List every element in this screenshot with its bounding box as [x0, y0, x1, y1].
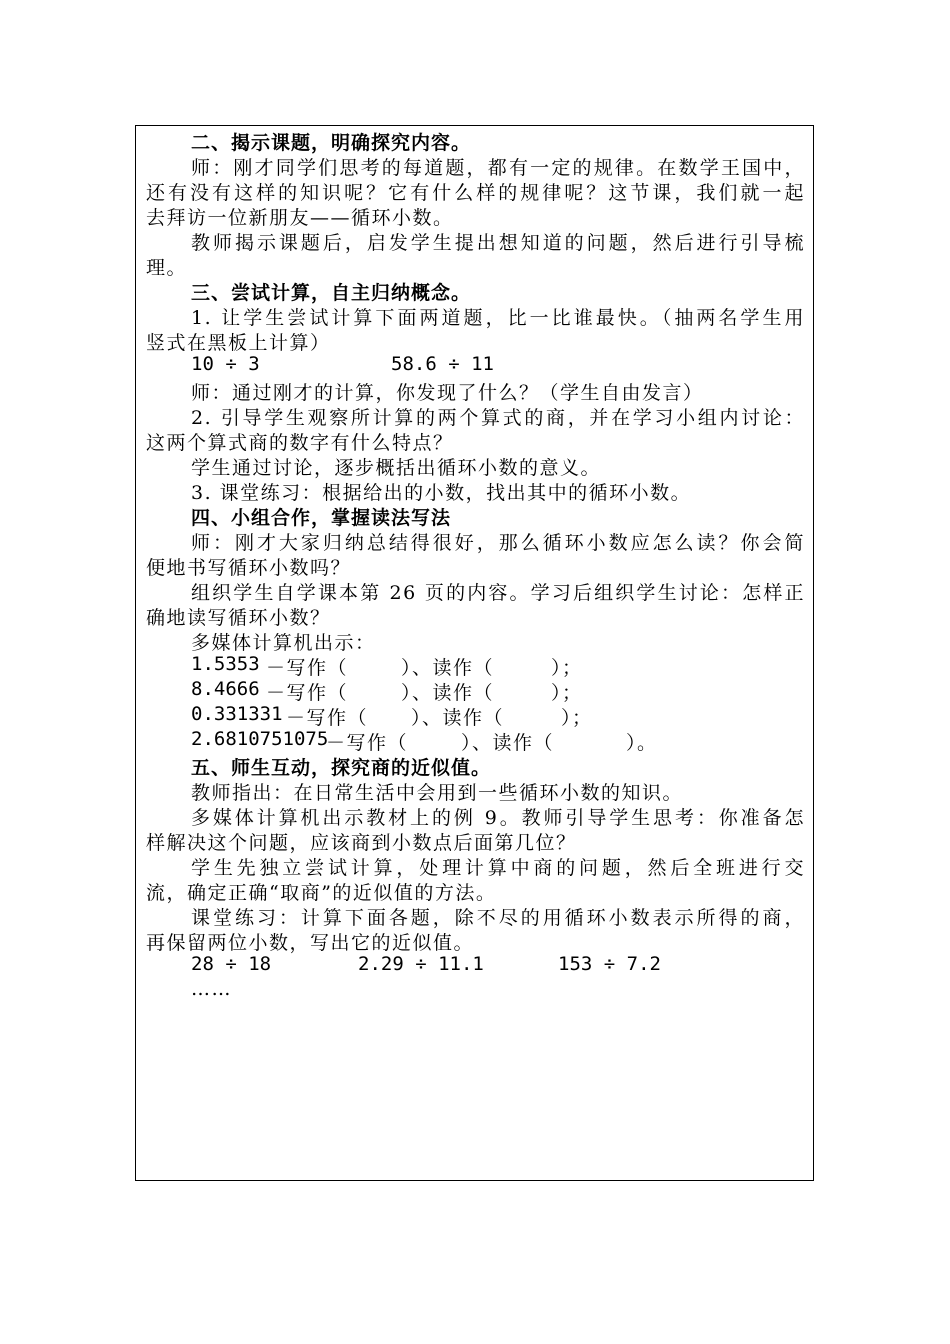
paragraph-line: 学生先独立尝试计算，处理计算中商的问题，然后全班进行交: [191, 857, 805, 879]
exercise-write: －写作（: [286, 707, 369, 729]
exercise-write: －写作（: [266, 682, 349, 704]
ellipsis: ……: [191, 978, 232, 1000]
paragraph-line: 教师揭示课题后，启发学生提出想知道的问题，然后进行引导梳: [191, 232, 805, 254]
exercise-end: ）；: [551, 682, 583, 704]
paragraph-line: 2. 引导学生观察所计算的两个算式的商，并在学习小组内讨论：: [191, 407, 805, 429]
exercise-read: ）、读作（: [411, 707, 505, 729]
expression: 2.29 ÷ 11.1: [358, 953, 484, 975]
exercise-end: ）；: [551, 657, 583, 679]
paragraph-line: 课堂练习：计算下面各题，除不尽的用循环小数表示所得的商，: [191, 907, 805, 929]
paragraph-line: 多媒体计算机出示教材上的例 9。教师引导学生思考：你准备怎: [191, 807, 805, 829]
paragraph-line: 师：刚才大家归纳总结得很好，那么循环小数应怎么读？你会简: [191, 532, 805, 554]
exercise-end: ）；: [561, 707, 593, 729]
paragraph-line: 去拜访一位新朋友——循环小数。: [146, 207, 454, 229]
paragraph-line: 便地书写循环小数吗？: [146, 557, 352, 579]
exercise-write: －写作（: [266, 657, 349, 679]
exercise-read: ）、读作（: [461, 732, 555, 754]
lesson-plan-table-cell: [135, 125, 814, 1181]
paragraph-line: 还有没有这样的知识呢？它有什么样的规律呢？这节课，我们就一起: [146, 182, 805, 204]
exercise-number: 2.6810751075: [191, 728, 329, 750]
exercise-number: 0.331331: [191, 703, 283, 725]
paragraph-line: 组织学生自学课本第 26 页的内容。学习后组织学生讨论：怎样正: [191, 582, 805, 604]
expression: 28 ÷ 18: [191, 953, 272, 975]
exercise-number: 1.5353: [191, 653, 260, 675]
section-heading: 二、揭示课题，明确探究内容。: [191, 132, 472, 154]
section-heading: 四、小组合作，掌握读法写法: [191, 507, 452, 529]
paragraph-line: 3. 课堂练习：根据给出的小数，找出其中的循环小数。: [191, 482, 692, 504]
expression: 10 ÷ 3: [191, 353, 260, 375]
expression: 58.6 ÷ 11: [391, 353, 494, 375]
exercise-number: 8.4666: [191, 678, 260, 700]
exercise-write: －写作（: [326, 732, 409, 754]
paragraph-line: 这两个算式商的数字有什么特点？: [146, 432, 454, 454]
section-heading: 五、师生互动，探究商的近似值。: [191, 757, 492, 779]
exercise-read: ）、读作（: [401, 682, 495, 704]
paragraph-line: 样解决这个问题，应该商到小数点后面第几位？: [146, 832, 577, 854]
paragraph-line: 1. 让学生尝试计算下面两道题，比一比谁最快。（抽两名学生用: [191, 307, 805, 329]
paragraph-line: 多媒体计算机出示：: [191, 632, 376, 654]
paragraph-line: 师：刚才同学们思考的每道题，都有一定的规律。在数学王国中，: [191, 157, 805, 179]
paragraph-line: 再保留两位小数，写出它的近似值。: [146, 932, 475, 954]
paragraph-line: 理。: [146, 257, 188, 279]
paragraph-line: 师：通过刚才的计算，你发现了什么？（学生自由发言）: [191, 382, 704, 404]
paragraph-line: 教师指出：在日常生活中会用到一些循环小数的知识。: [191, 782, 684, 804]
exercise-read: ）、读作（: [401, 657, 495, 679]
paragraph-line: 确地读写循环小数？: [146, 607, 331, 629]
exercise-end: ）。: [626, 732, 658, 754]
expression: 153 ÷ 7.2: [558, 953, 661, 975]
section-heading: 三、尝试计算，自主归纳概念。: [191, 282, 472, 304]
paragraph-line: 流，确定正确“取商”的近似值的方法。: [146, 882, 497, 904]
paragraph-line: 学生通过讨论，逐步概括出循环小数的意义。: [191, 457, 602, 479]
paragraph-line: 竖式在黑板上计算）: [146, 332, 331, 354]
